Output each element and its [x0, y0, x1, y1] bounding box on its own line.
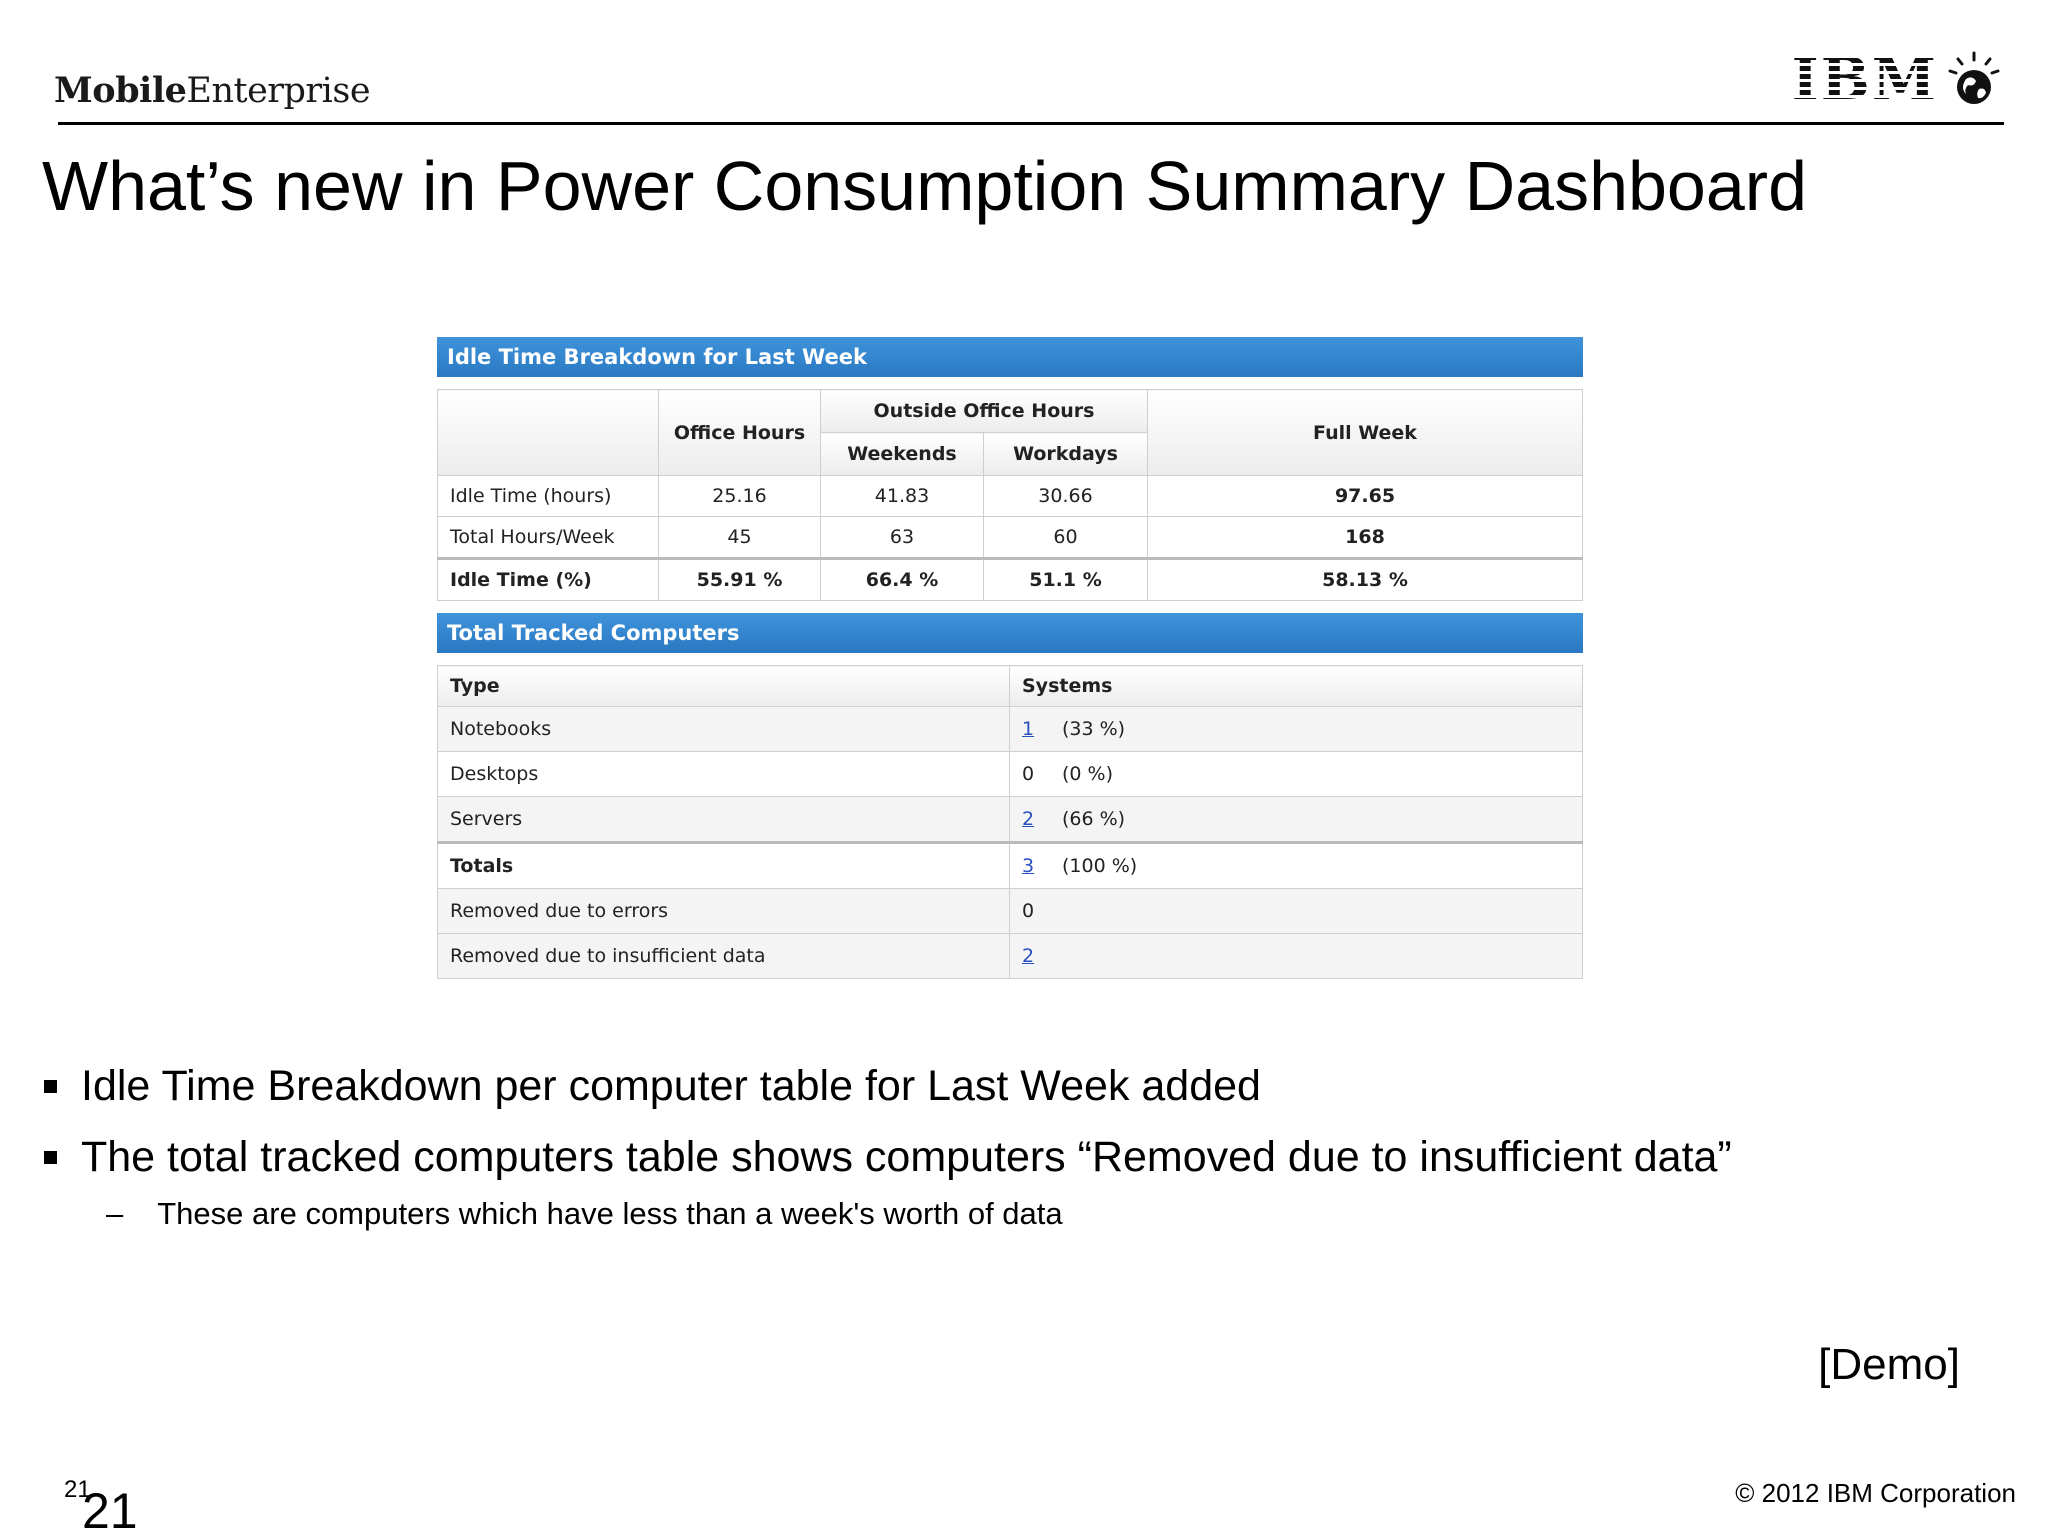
- table-row: [438, 934, 1583, 979]
- mobile-enterprise-logo: [54, 70, 370, 111]
- dashboard-screenshot: [437, 337, 1583, 979]
- table-row: [438, 476, 1583, 517]
- row-type: Removed due to insufficient data: [438, 934, 1010, 979]
- table-row: [438, 797, 1583, 843]
- col-full-week: Full Week: [1148, 390, 1583, 476]
- page-number: 21: [82, 1483, 138, 1539]
- header-rule: [58, 122, 2004, 125]
- brand-regular: Enterprise: [186, 71, 371, 111]
- systems-count: 0: [1022, 763, 1035, 785]
- idle-table-heading: Idle Time Breakdown for Last Week: [437, 337, 1583, 377]
- ibm-logo-text: IBM: [1791, 45, 1938, 113]
- row-type: Servers: [438, 797, 1010, 843]
- systems-percent: (33 %): [1062, 718, 1126, 740]
- blank-header: [438, 390, 659, 476]
- table-row: [438, 843, 1583, 889]
- bullet-square-icon: [44, 1080, 57, 1093]
- idle-time-table: [437, 389, 1583, 601]
- cell-weekends: 41.83: [821, 476, 984, 517]
- row-type: Desktops: [438, 752, 1010, 797]
- cell-full: 168: [1148, 517, 1583, 559]
- cell-office: 55.91 %: [659, 559, 821, 601]
- ibm-logo: [1791, 45, 2000, 113]
- bullet-square-icon: [44, 1151, 57, 1164]
- cell-workdays: 60: [984, 517, 1148, 559]
- table-row: [438, 707, 1583, 752]
- page-title: What’s new in Power Consumption Summary Dashboard: [42, 147, 1808, 225]
- bullet-item: [44, 1062, 1732, 1111]
- row-type: Totals: [438, 843, 1010, 889]
- tracked-table-heading: Total Tracked Computers: [437, 613, 1583, 653]
- demo-label: [Demo]: [1818, 1340, 1960, 1389]
- bullet-item: [44, 1133, 1732, 1182]
- cell-workdays: 51.1 %: [984, 559, 1148, 601]
- row-type: Notebooks: [438, 707, 1010, 752]
- cell-office: 25.16: [659, 476, 821, 517]
- systems-percent: (0 %): [1062, 763, 1114, 785]
- table-row: [438, 517, 1583, 559]
- row-label: Idle Time (hours): [438, 476, 659, 517]
- table-row: [438, 752, 1583, 797]
- bullet-list: [44, 1062, 1732, 1232]
- cell-full: 97.65: [1148, 476, 1583, 517]
- row-type: Removed due to errors: [438, 889, 1010, 934]
- table-row: [438, 559, 1583, 601]
- page-number-small: 21: [64, 1476, 91, 1503]
- row-label: Idle Time (%): [438, 559, 659, 601]
- systems-count: 0: [1022, 900, 1035, 922]
- cell-workdays: 30.66: [984, 476, 1148, 517]
- sub-bullet-text: These are computers which have less than a week's worth of data: [157, 1196, 1063, 1231]
- systems-percent: (66 %): [1062, 808, 1126, 830]
- col-office-hours: Office Hours: [659, 390, 821, 476]
- systems-count-link[interactable]: 1: [1022, 718, 1035, 740]
- sub-bullet-item: [106, 1196, 1732, 1232]
- col-outside-office-hours: Outside Office Hours: [821, 390, 1148, 433]
- cell-weekends: 66.4 %: [821, 559, 984, 601]
- copyright: © 2012 IBM Corporation: [1735, 1478, 2016, 1508]
- tracked-computers-table: [437, 665, 1583, 979]
- brand-bold: Mobile: [54, 70, 187, 111]
- col-systems: Systems: [1010, 666, 1583, 707]
- systems-count-link[interactable]: 2: [1022, 808, 1035, 830]
- cell-full: 58.13 %: [1148, 559, 1583, 601]
- systems-count-link[interactable]: 2: [1022, 945, 1035, 967]
- col-type: Type: [438, 666, 1010, 707]
- systems-count-link[interactable]: 3: [1022, 855, 1035, 877]
- sub-bullet-dash: –: [106, 1196, 124, 1231]
- bullet-text: Idle Time Breakdown per computer table for Last Week added: [81, 1062, 1261, 1110]
- systems-percent: (100 %): [1062, 855, 1138, 877]
- col-weekends: Weekends: [821, 433, 984, 476]
- bullet-text: The total tracked computers table shows computers “Removed due to insufficient data”: [81, 1133, 1732, 1181]
- row-label: Total Hours/Week: [438, 517, 659, 559]
- globe-icon: [1948, 51, 2000, 107]
- cell-office: 45: [659, 517, 821, 559]
- col-workdays: Workdays: [984, 433, 1148, 476]
- table-row: [438, 889, 1583, 934]
- cell-weekends: 63: [821, 517, 984, 559]
